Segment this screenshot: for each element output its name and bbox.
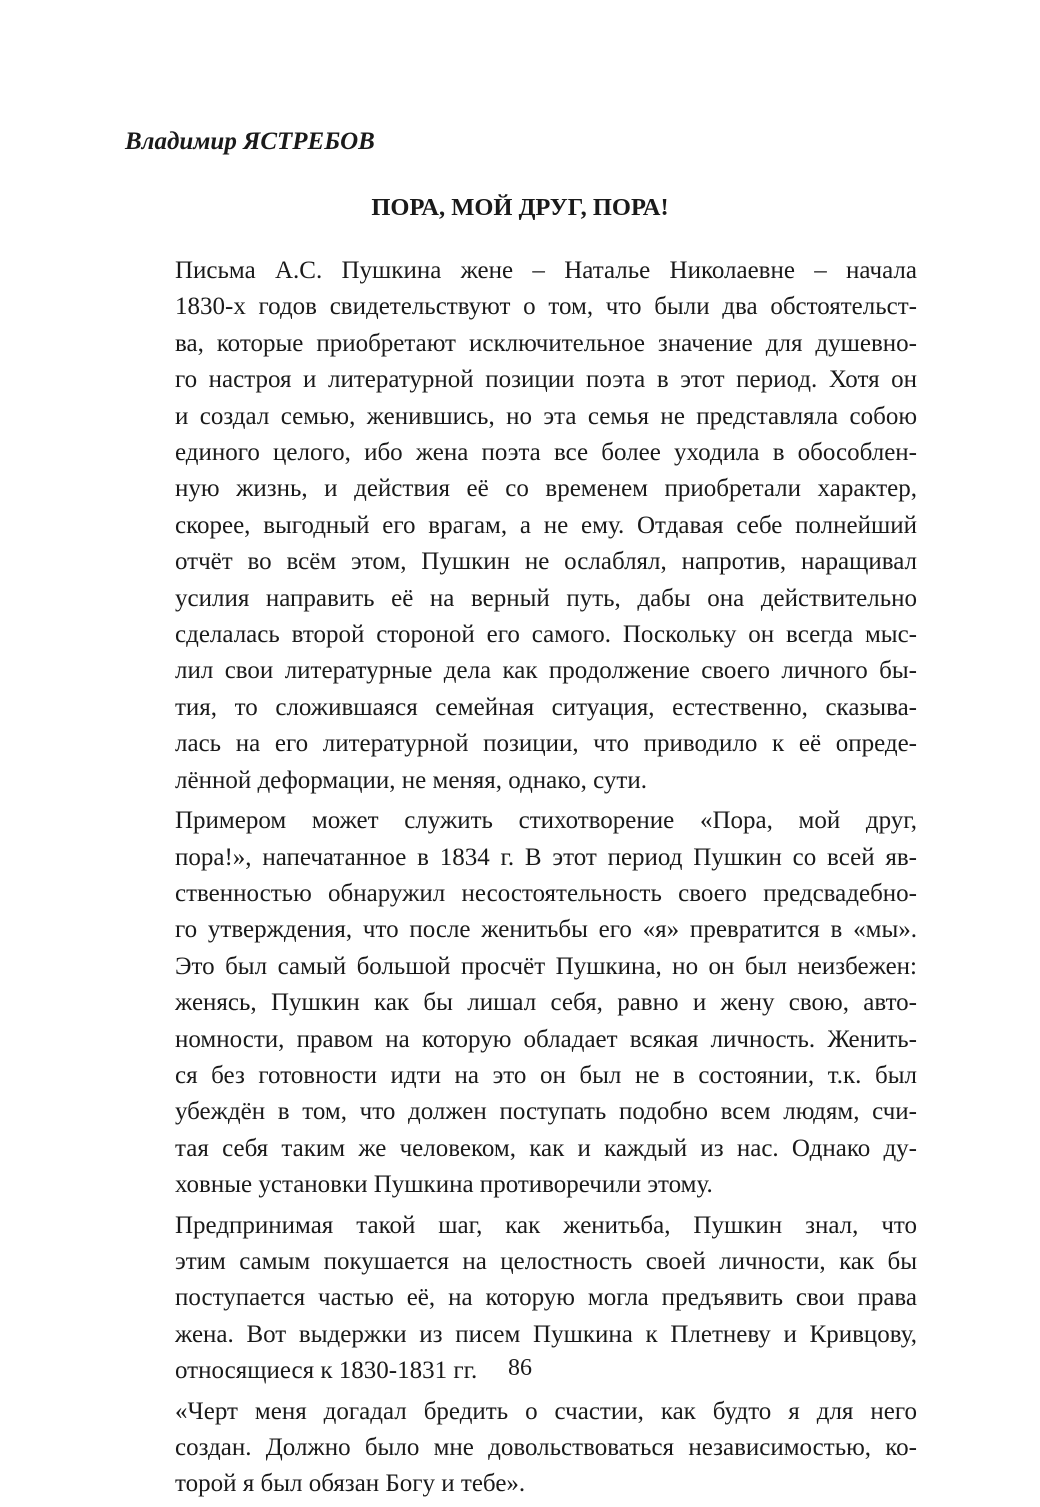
body-paragraph [125, 803, 917, 1203]
text-line: единого целого, ибо жена поэта все более уходила в обособлен- [175, 439, 917, 467]
text-line: го настроя и литературной позиции поэта в этот период. Хотя он [175, 366, 917, 394]
text-line: ховные установки Пушкина противоречили этому. [175, 1171, 713, 1199]
text-line: ва, которые приобретают исключительное значение для душевно- [175, 329, 917, 357]
article-body [125, 253, 917, 1507]
text-line: этим самым покушается на целостность своей личности, как бы [175, 1247, 917, 1275]
text-line: относящиеся к 1830-1831 гг. [175, 1357, 478, 1385]
text-line: поступается частью её, на которую могла предъявить свои права [175, 1284, 917, 1312]
text-line: сделалась второй стороной его самого. Поскольку он всегда мыс- [175, 621, 917, 649]
article-title: ПОРА, МОЙ ДРУГ, ПОРА! [371, 194, 669, 221]
text-line: отчёт во всём этом, Пушкин не ослаблял, напротив, наращивал [175, 548, 917, 576]
text-line: лённой деформации, не меняя, однако, сути. [175, 766, 647, 794]
text-line: и создал семью, женившись, но эта семья не представляла собою [175, 402, 917, 430]
text-line: женясь, Пушкин как бы лишал себя, равно и жену свою, авто- [175, 989, 917, 1017]
text-line: го утверждения, что после женитьбы его «я» превратится в «мы». [175, 916, 917, 944]
text-line: тия, то сложившаяся семейная ситуация, естественно, сказыва- [175, 693, 917, 721]
text-line: скорее, выгодный его врагам, а не ему. Отдавая себе полнейший [175, 511, 917, 539]
text-line: «Черт меня догадал бредить о счастии, как будто я для него [175, 1397, 917, 1425]
text-line: номности, правом на которую обладает всякая личность. Женить- [175, 1025, 917, 1053]
text-line: жена. Вот выдержки из писем Пушкина к Плетневу и Кривцову, [175, 1320, 917, 1348]
text-line: Это был самый большой просчёт Пушкина, но он был неизбежен: [175, 952, 917, 980]
author-name: Владимир ЯСТРЕБОВ [125, 128, 375, 155]
text-line: убеждён в том, что должен поступать подобно всем людям, счи- [175, 1098, 917, 1126]
text-line: Письма А.С. Пушкина жене – Наталье Николаевне – начала [175, 257, 917, 284]
text-line: создан. Должно было мне довольствоваться независимостью, ко- [175, 1434, 917, 1461]
text-line: торой я был обязан Богу и тебе». [175, 1470, 526, 1498]
page-number: 86 [508, 1355, 532, 1381]
body-paragraph [125, 253, 917, 799]
text-line: лась на его литературной позиции, что приводило к её опреде- [175, 730, 917, 758]
text-line: Примером может служить стихотворение «Пора, мой друг, [175, 807, 917, 835]
text-line: 1830-х годов свидетельствуют о том, что были два обстоятельст- [175, 293, 917, 321]
text-line: пора!», напечатанное в 1834 г. В этот период Пушкин со всей яв- [175, 843, 917, 871]
text-line: тая себя таким же человеком, как и каждый из нас. Однако ду- [175, 1134, 917, 1162]
text-line: ственностью обнаружил несостоятельность своего предсвадебно- [175, 879, 917, 907]
text-line: Предпринимая такой шаг, как женитьба, Пушкин знал, что [175, 1211, 917, 1239]
body-paragraph [125, 1394, 917, 1503]
text-line: ся без готовности идти на это он был не в состоянии, т.к. был [175, 1061, 917, 1089]
text-line: ную жизнь, и действия её со временем приобретали характер, [175, 475, 917, 503]
text-line: лил свои литературные дела как продолжение своего личного бы- [175, 657, 917, 685]
text-line: усилия направить её на верный путь, дабы она действительно [175, 584, 917, 612]
